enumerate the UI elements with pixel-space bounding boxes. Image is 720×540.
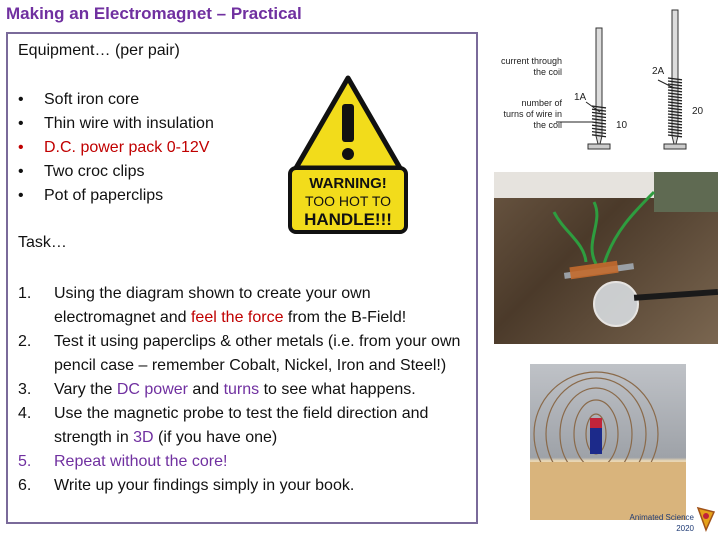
task-step xyxy=(18,378,468,402)
step-number: 3. xyxy=(18,381,32,398)
logo-dot xyxy=(703,513,709,519)
step-text: (if you have one) xyxy=(153,429,278,446)
step-highlight: 3D xyxy=(133,429,154,446)
warning-sign-image xyxy=(288,74,408,234)
coil-winding xyxy=(668,135,682,137)
coil-winding xyxy=(668,111,682,113)
equipment-item: • Thin wire with insulation xyxy=(18,112,214,136)
practical-photo-drawing xyxy=(494,172,718,344)
step-number: 4. xyxy=(18,405,32,422)
field-model-photo xyxy=(530,364,686,520)
turns-small-label: 10 xyxy=(616,120,628,131)
step-text: to see what happens. xyxy=(259,381,416,398)
equipment-list xyxy=(18,88,214,208)
turns-large-label: 20 xyxy=(692,106,704,117)
coil-diagram-drawing xyxy=(488,6,718,166)
step-number: 2. xyxy=(18,333,32,350)
exclamation-icon xyxy=(342,104,354,142)
field-model-drawing xyxy=(530,364,686,520)
coil-winding xyxy=(668,126,682,128)
coil-winding xyxy=(668,108,682,110)
green-wire xyxy=(554,212,586,262)
current-label: current through the coil xyxy=(500,56,562,77)
warning-text-1: WARNING! xyxy=(309,175,387,192)
step-text: and xyxy=(187,381,224,398)
coil-winding xyxy=(668,81,682,83)
warning-text-3: HANDLE!!! xyxy=(304,210,392,229)
coil-winding xyxy=(668,93,682,95)
task-step xyxy=(18,402,468,450)
task-step xyxy=(18,282,468,330)
current-small-label: 1A xyxy=(574,92,587,103)
step-highlight: DC power xyxy=(116,381,188,398)
magnet-red xyxy=(590,418,602,428)
page-title: Making an Electromagnet – Practical xyxy=(6,4,302,23)
coil-winding xyxy=(668,102,682,104)
magnet-blue xyxy=(590,424,602,454)
practical-photo xyxy=(494,172,718,344)
green-wire xyxy=(604,192,654,264)
step-text: Using the diagram shown to create your own electromagnet and xyxy=(54,285,371,326)
green-wire xyxy=(592,202,597,264)
step-text: from the B-Field! xyxy=(283,309,407,326)
task-list xyxy=(18,282,468,498)
credit-year: 2020 xyxy=(676,524,694,533)
step-text: Use the magnetic probe to test the field direction and strength in xyxy=(54,405,429,446)
copper-coil xyxy=(569,261,618,280)
step-number: 1. xyxy=(18,285,32,302)
coil-diagram xyxy=(488,6,718,166)
warning-text-2: TOO HOT TO xyxy=(304,193,392,209)
coil-winding xyxy=(668,129,682,131)
power-pack xyxy=(654,172,718,212)
step-number: 6. xyxy=(18,477,32,494)
step-highlight: feel the force xyxy=(190,309,284,326)
task-heading: Task… xyxy=(18,234,67,251)
coil-winding xyxy=(668,90,682,92)
step-text: Repeat without the core! xyxy=(54,453,228,470)
step-text: Vary the xyxy=(54,381,117,398)
black-wire xyxy=(634,289,718,301)
coil-winding xyxy=(668,117,682,119)
instructions-panel xyxy=(6,32,478,524)
step-highlight: turns xyxy=(223,381,260,398)
equipment-item: • D.C. power pack 0-12V xyxy=(18,136,214,160)
credit xyxy=(604,512,694,534)
compass-probe xyxy=(594,282,638,326)
credit-name: Animated Science xyxy=(629,513,694,522)
coil-winding xyxy=(668,132,682,134)
task-step xyxy=(18,330,468,378)
task-step xyxy=(18,474,468,498)
equipment-heading: Equipment… (per pair) xyxy=(18,42,180,59)
coil-winding xyxy=(668,123,682,125)
animated-science-logo-icon xyxy=(694,502,718,532)
nail-head-right xyxy=(664,144,686,149)
equipment-item: • Soft iron core xyxy=(18,88,214,112)
coil-winding xyxy=(668,114,682,116)
coil-winding xyxy=(668,78,682,80)
turns-label: number of turns of wire in the coil xyxy=(503,98,562,130)
step-text: Write up your findings simply in your book. xyxy=(54,477,355,494)
coil-winding xyxy=(668,99,682,101)
nail-head-left xyxy=(588,144,610,149)
current-large-label: 2A xyxy=(652,66,665,77)
task-step xyxy=(18,450,468,474)
coil-winding xyxy=(668,120,682,122)
coil-winding xyxy=(668,96,682,98)
coil-winding xyxy=(668,87,682,89)
step-number: 5. xyxy=(18,453,32,470)
equipment-item: • Pot of paperclips xyxy=(18,184,214,208)
exclamation-dot xyxy=(342,148,354,160)
coil-winding xyxy=(668,105,682,107)
step-text: Test it using paperclips & other metals (i.e. from your own pencil case – remember Cobalt, Nickel, Iron and Steel!) xyxy=(54,333,461,374)
equipment-item: • Two croc clips xyxy=(18,160,214,184)
